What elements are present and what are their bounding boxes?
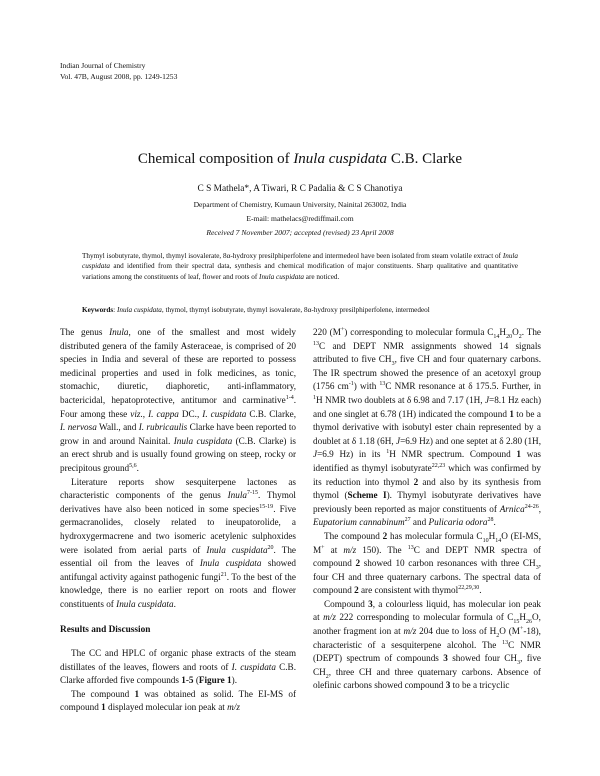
affiliation: Department of Chemistry, Kumaun University, Nainital 263002, India: [193, 200, 407, 209]
email: E-mail: mathelacs@rediffmail.com: [246, 214, 354, 223]
section-heading: Results and Discussion: [60, 625, 151, 636]
abstract: Thymyl isobutyrate, thymol, thymyl isovalerate, 8α-hydroxy presilphiperfolene and intermedeol have been isolated from steam volatile extract of Inula cuspidata and identified from their spectral data, synthesis and chemical modification of major constituents. Sharp qualitative and quantitative variations among the constituents of leaf, flower and roots of Inula cuspidata are noticed.: [82, 252, 518, 281]
right-column: [313, 326, 541, 693]
journal-header: [60, 61, 177, 82]
results-paragraph-1: The CC and HPLC of organic phase extracts of the steam distillates of the leaves, flowers and roots of I. cuspidata C.B. Clarke afforded five compounds 1-5 (Figure 1).: [60, 648, 296, 686]
received-dates: Received 7 November 2007; accepted (revised) 23 April 2008: [206, 228, 394, 237]
results-paragraph-2: The compound 1 was obtained as solid. The EI-MS of compound 1 displayed molecular ion peak at m/z: [60, 688, 296, 713]
article-title: Chemical composition of Inula cuspidata C.B. Clarke: [137, 151, 463, 167]
intro-paragraph-2: Literature reports show sesquiterpene lactones as characteristic components of the genus Inula$^{7-15}$. Thymol derivatives have also been noticed in some species$^{15-19}$. Five germacranolides, closely related to ineupatorolide, a hydroxygermacrene and two isomeric acetylenic sulphoxides were isolated from aerial parts of Inula cuspidata$^{20}$. The essential oil from the leaves of Inula cuspidata showed antifungal activity against pathogenic fungi$^{21}$. To the best of the knowledge, there is no earlier report on roots and flower constituents of Inula cuspidata.: [60, 476, 296, 609]
journal-issue: Vol. 47B, August 2008, pp. 1249-1253: [60, 71, 178, 81]
results-paragraph-4: The compound 2 has molecular formula $C_{10}H_{14}O$ (EI-MS, M+ at m/z 150). The $^{13}$C and DEPT NMR spectra of compound 2 showed 10 carbon resonances with three $CH_3$, four CH and three quaternary carbons. The spectral data of compound 2 are consistent with thymol$^{22,29,30}$.: [313, 530, 541, 596]
journal-name: Indian Journal of Chemistry: [60, 61, 146, 70]
authors: C S Mathela*, A Tiwari, R C Padalia & C S Chanotiya: [197, 184, 403, 194]
results-paragraph-3: 220 (M+) corresponding to molecular formula $C_{14}H_{20}O_2$. The $^{13}$C and DEPT NMR assignments showed 14 signals attributed to five $CH_3$, five CH and four quaternary carbons. The IR spectrum showed the presence of an acetoxyl group (1756 $cm^{-1}$) with $^{13}$C NMR resonance at δ 175.5. Further, in $^1$H NMR two doublets at δ 6.98 and 7.17 (1H, J=8.1 Hz each) and one singlet at 6.78 (1H) indicated the compound 1 to be a thymol derivative with isobutyl ester chain represented by a doublet at δ 1.18 (6H, J=6.9 Hz) and one septet at δ 2.80 (1H, J=6.9 Hz) in its $^1$H NMR spectrum. Compound 1 was identified as thymyl isobutyrate$^{22,23}$ which was confirmed by its reduction into thymol 2 and also by its synthesis from thymol (Scheme I). Thymyl isobutyrate derivatives have previously been reported as major constituents of Arnica$^{24-26}$, Eupatorium cannabinum$^{27}$ and Pulicaria odora$^{28}$.: [313, 326, 542, 528]
keywords: Keywords: Inula cuspidata, thymol, thymyl isobutyrate, thymyl isovalerate, 8α-hydroxy presilphiperfolene, intermedeol: [82, 306, 430, 314]
results-paragraph-5: Compound 3, a colourless liquid, has molecular ion peak at m/z 222 corresponding to molecular formula of $C_{15}H_{26}O$, another fragment ion at m/z 204 due to loss of $H_2O$ (M+-18), characteristic of a sesquiterpene alcohol. The $^{13}$C NMR (DEPT) spectrum of compounds 3 showed four $CH_3$, five $CH_2$, three CH and three quaternary carbons. Absence of olefinic carbons showed compound 3 to be a tricyclic: [313, 598, 542, 691]
left-column: [60, 326, 296, 715]
intro-paragraph-1: The genus Inula, one of the smallest and most widely distributed genera of the family Asteraceae, is comprised of 20 species in India and several of these are reported to possess medicinal properties and used in folk medicines, as tonic, stomachic, diuretic, diaphoretic, anti-inflammatory, bactericidal, hepatoprotective, antitumor and carminative$^{1-4}$. Four among these viz., I. cappa DC., I. cuspidata C.B. Clarke, I. nervosa Wall., and I. rubricaulis Clarke have been reported to grow in and around Nainital. Inula cuspidata (C.B. Clarke) is an erect shrub and is usually found growing on steep, rocky or precipitous ground$^{5,6}$.: [60, 327, 297, 473]
